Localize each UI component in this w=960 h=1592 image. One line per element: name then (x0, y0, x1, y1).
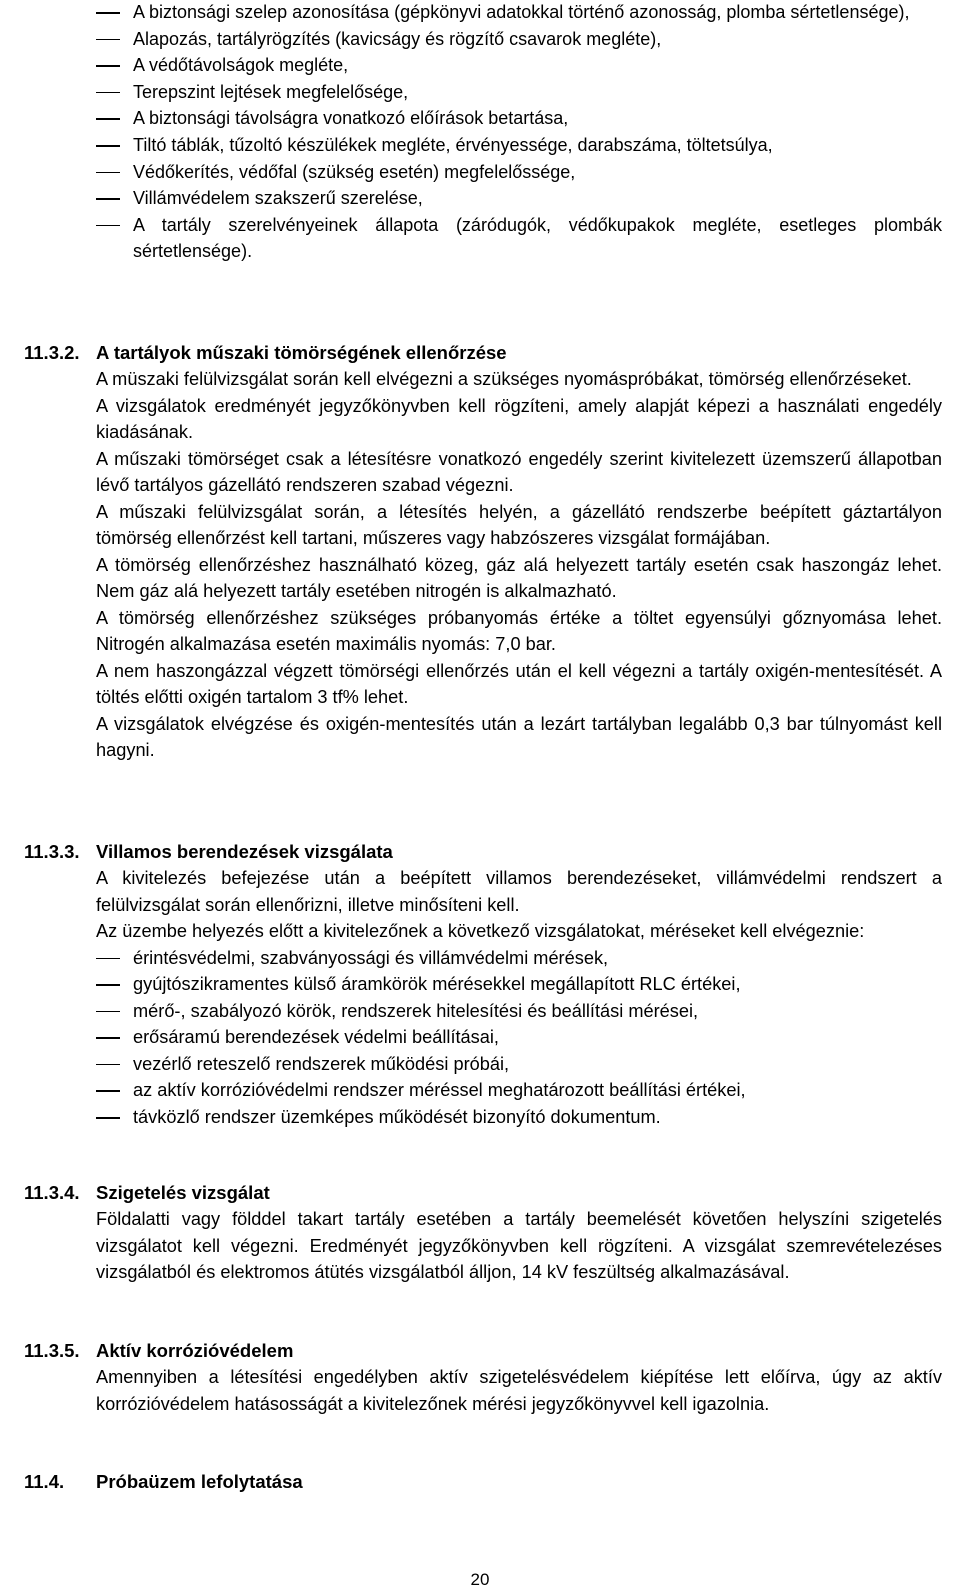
section-heading (0, 1180, 960, 1206)
list-item: mérő-, szabályozó körök, rendszerek hitelesítési és beállítási mérései, (133, 1000, 699, 1021)
section-title: Villamos berendezések vizsgálata (96, 841, 393, 862)
list-item: érintésvédelmi, szabványossági és villámvédelmi mérések, (133, 947, 609, 968)
section-number: 11.3.3. (24, 841, 80, 862)
paragraph: A műszaki tömörséget csak a létesítésre vonatkozó engedély szerint kivitelezett üzemszerű állapotban lévő tartályos gázellátó rendszeren szabad végezni. (96, 448, 942, 495)
list-item: Tiltó táblák, tűzoltó készülékek megléte, érvényessége, darabszáma, töltetsúlya, (133, 134, 773, 155)
paragraph: A vizsgálatok eredményét jegyzőkönyvben kell rögzíteni, amely alapját képezi a használati engedély kiadásának. (96, 395, 942, 442)
paragraph: A műszaki felülvizsgálat során, a létesítés helyén, a gázellátó rendszerbe beépített gáztartályon tömörség ellenőrzést kell tartani, műszeres vagy habzószeres vizsgálat formájában. (96, 501, 942, 548)
paragraph: A müszaki felülvizsgálat során kell elvégezni a szükséges nyomáspróbákat, tömörség ellenőrzéseket. (96, 369, 912, 389)
list-item: az aktív korrózióvédelmi rendszer méréssel meghatározott beállítási értékei, (133, 1080, 746, 1101)
measurement-list (0, 945, 960, 1131)
section-11-3-2 (0, 340, 960, 764)
requirements-list (0, 0, 960, 265)
section-11-4 (0, 1469, 960, 1495)
paragraph: Földalatti vagy földdel takart tartály esetében a tartály beemelését követően helyszíni szigetelés vizsgálatot kell végezni. Eredményét jegyzőkönyvben kell rögzíteni. A vizsgálat szemrevételezéses vizsgálatból és elektromos átütés vizsgálatból álljon, 14 kV feszültség alkalmazásával. (96, 1209, 942, 1282)
section-heading (0, 340, 960, 366)
section-heading (0, 1469, 960, 1495)
paragraph: A tömörség ellenőrzéshez használható közeg, gáz alá helyezett tartály esetén csak haszongáz lehet. Nem gáz alá helyezett tartály esetében nitrogén is alkalmazható. (96, 554, 942, 601)
list-item: gyújtószikramentes külső áramkörök mérésekkel megállapított RLC értékei, (133, 974, 741, 995)
section-title: Aktív korrózióvédelem (96, 1340, 294, 1361)
list-item: A védőtávolságok megléte, (133, 55, 349, 76)
paragraph: Az üzembe helyezés előtt a kivitelezőnek a következő vizsgálatokat, méréseket kell elvégeznie: (96, 921, 865, 941)
section-11-3-3 (0, 839, 960, 1131)
list-item: vezérlő reteszelő rendszerek működési próbái, (133, 1053, 510, 1074)
section-title: Próbaüzem lefolytatása (96, 1471, 303, 1492)
list-item: Villámvédelem szakszerű szerelése, (133, 188, 423, 209)
section-number: 11.3.5. (24, 1340, 80, 1361)
paragraph: A vizsgálatok elvégzése és oxigén-mentesítés után a lezárt tartályban legalább 0,3 bar túlnyomást kell hagyni. (96, 713, 942, 760)
section-title: Szigetelés vizsgálat (96, 1182, 270, 1203)
section-number: 11.3.4. (24, 1182, 80, 1203)
section-11-3-5 (0, 1338, 960, 1417)
list-item: Terepszint lejtések megfelelősége, (133, 81, 409, 102)
section-number: 11.3.2. (24, 342, 80, 363)
list-item: távközlő rendszer üzemképes működését bizonyító dokumentum. (133, 1107, 661, 1128)
section-title: A tartályok műszaki tömörségének ellenőrzése (96, 342, 507, 363)
list-item: erősáramú berendezések védelmi beállításai, (133, 1027, 499, 1048)
list-item: A tartály szerelvényeinek állapota (záródugók, védőkupakok megléte, esetleges plombák sértetlensége). (133, 214, 942, 262)
list-item: A biztonsági távolságra vonatkozó előírások betartása, (133, 108, 569, 129)
list-item: A biztonsági szelep azonosítása (gépkönyvi adatokkal történő azonosság, plomba sértetlensége), (133, 2, 910, 22)
paragraph: A tömörség ellenőrzéshez szükséges próbanyomás értéke a töltet egyensúlyi gőznyomása lehet. Nitrogén alkalmazása esetén maximális nyomás: 7,0 bar. (96, 607, 942, 654)
paragraph: A kivitelezés befejezése után a beépített villamos berendezéseket, villámvédelmi rendszert a felülvizsgálat során ellenőrizni, illetve minősíteni kell. (96, 868, 942, 915)
list-item: Alapozás, tartályrögzítés (kavicságy és rögzítő csavarok megléte), (133, 28, 662, 49)
section-number: 11.4. (24, 1471, 65, 1492)
paragraph: A nem haszongázzal végzett tömörségi ellenőrzés után el kell végezni a tartály oxigén-mentesítését. A töltés előtti oxigén tartalom 3 tf% lehet. (96, 660, 942, 707)
list-item: Védőkerítés, védőfal (szükség esetén) megfelelőssége, (133, 161, 576, 182)
page-number: 20 (470, 1570, 490, 1589)
section-heading (0, 1338, 960, 1364)
section-11-3-4 (0, 1180, 960, 1286)
section-heading (0, 839, 960, 865)
paragraph: Amennyiben a létesítési engedélyben aktív szigetelésvédelem kiépítése lett előírva, úgy az aktív korrózióvédelem hatásosságát a kivitelezőnek mérési jegyzőkönyvvel kell igazolnia. (96, 1367, 942, 1414)
